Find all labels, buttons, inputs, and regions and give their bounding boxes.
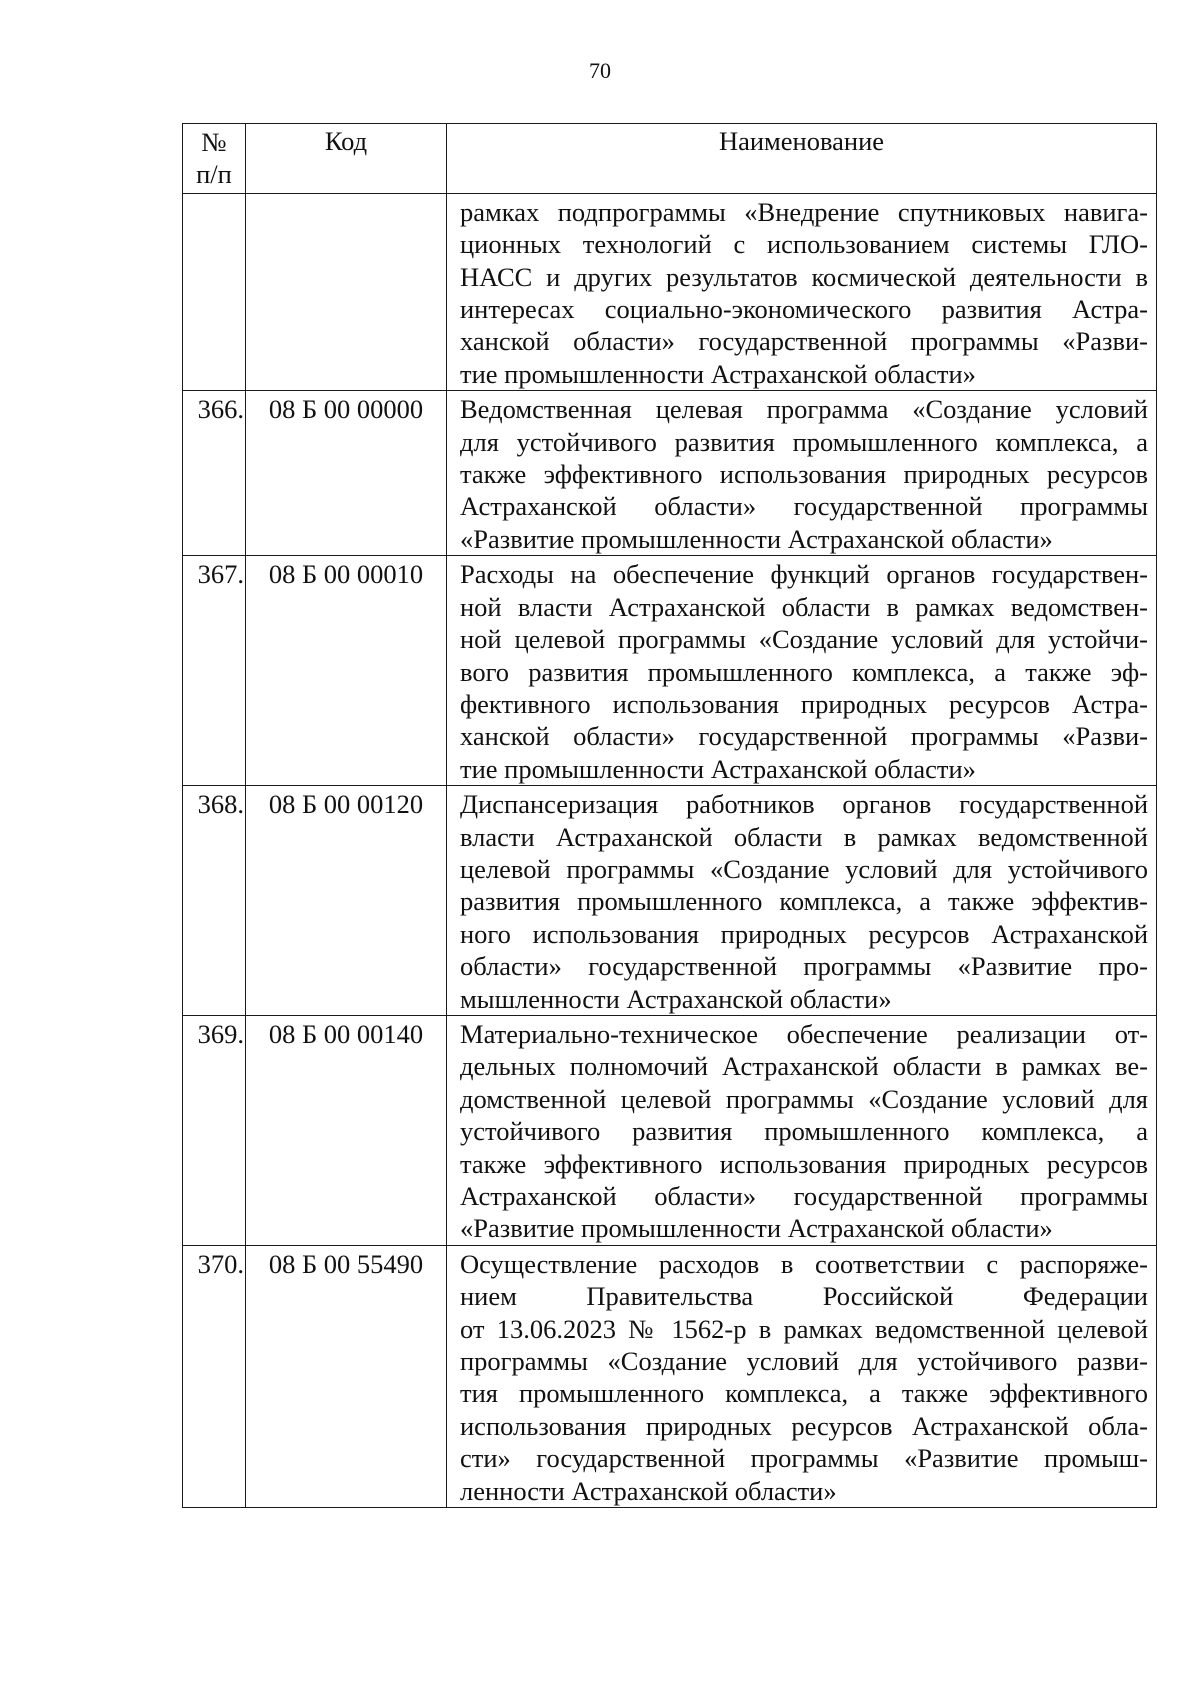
name-line: использования природных ресурсов Астраханской обла- xyxy=(460,1410,1148,1441)
name-line: рамках подпрограммы «Внедрение спутниковых навига- xyxy=(460,196,1148,227)
table-row-continuation xyxy=(183,193,1157,390)
row-code: 08 Б 00 00120 xyxy=(246,786,447,1016)
row-number: 367. xyxy=(183,556,246,786)
name-line: также эффективного использования природных ресурсов xyxy=(460,459,1148,490)
row-code: 08 Б 00 00140 xyxy=(246,1015,447,1245)
name-line: нием Правительства Российской Федерации xyxy=(460,1281,1148,1312)
name-line: Осуществление расходов в соответствии с распоряже- xyxy=(460,1248,1148,1279)
name-line: Материально-техническое обеспечение реализации от- xyxy=(460,1018,1148,1049)
name-line: целевой программы «Создание условий для устойчивого xyxy=(460,853,1148,884)
name-line: власти Астраханской области в рамках ведомственной xyxy=(460,821,1148,852)
table-header-row xyxy=(183,124,1157,194)
name-line: Расходы на обеспечение функций органов государствен- xyxy=(460,559,1148,590)
table-row xyxy=(183,1015,1157,1245)
row-number xyxy=(183,193,246,390)
name-line: ленности Астраханской области» xyxy=(460,1475,837,1506)
row-name xyxy=(447,391,1157,556)
name-line: сти» государственной программы «Развитие промыш- xyxy=(460,1443,1148,1474)
name-line: НАСС и других результатов космической деятельности в xyxy=(460,261,1148,292)
name-line: домственной целевой программы «Создание условий для xyxy=(460,1083,1148,1114)
budget-codes-table xyxy=(182,123,1157,1508)
name-line: для устойчивого развития промышленного комплекса, а xyxy=(460,426,1148,457)
name-line: вого развития промышленного комплекса, а также эф- xyxy=(460,656,1148,687)
header-name: Наименование xyxy=(447,124,1157,194)
name-line: интересах социально-экономического развития Астра- xyxy=(460,294,1148,325)
page-number: 70 xyxy=(589,58,611,83)
row-code: 08 Б 00 00010 xyxy=(246,556,447,786)
table-row xyxy=(183,1245,1157,1507)
name-line: мышленности Астраханской области» xyxy=(460,983,892,1014)
header-number xyxy=(183,124,246,194)
table-row xyxy=(183,391,1157,556)
row-name xyxy=(447,1015,1157,1245)
table-row xyxy=(183,556,1157,786)
name-line: от 13.06.2023 № 1562-р в рамках ведомственной целевой xyxy=(460,1313,1148,1344)
name-line: ной целевой программы «Создание условий для устойчи- xyxy=(460,624,1148,655)
row-name xyxy=(447,1245,1157,1507)
name-line: ханской области» государственной программы «Разви- xyxy=(460,721,1148,752)
row-name xyxy=(447,193,1157,390)
name-line: тие промышленности Астраханской области» xyxy=(460,358,976,389)
name-line: устойчивого развития промышленного комплекса, а xyxy=(460,1116,1148,1147)
name-line: также эффективного использования природных ресурсов xyxy=(460,1148,1148,1179)
name-line: «Развитие промышленности Астраханской области» xyxy=(460,523,1053,554)
name-line: тие промышленности Астраханской области» xyxy=(460,753,976,784)
name-line: тия промышленного комплекса, а также эффективного xyxy=(460,1378,1148,1409)
header-number-abbrev: п/п xyxy=(196,159,232,190)
name-line: ной власти Астраханской области в рамках ведомствен- xyxy=(460,591,1148,622)
name-line: «Развитие промышленности Астраханской области» xyxy=(460,1213,1053,1244)
name-line: фективного использования природных ресурсов Астра- xyxy=(460,688,1148,719)
row-name xyxy=(447,556,1157,786)
table-row xyxy=(183,786,1157,1016)
name-line: Диспансеризация работников органов государственной xyxy=(460,789,1148,820)
name-line: развития промышленного комплекса, а также эффектив- xyxy=(460,886,1148,917)
name-line: ционных технологий с использованием системы ГЛО- xyxy=(460,229,1148,260)
name-line: ного использования природных ресурсов Астраханской xyxy=(460,918,1148,949)
header-code: Код xyxy=(246,124,447,194)
name-line: Астраханской области» государственной программы xyxy=(460,491,1148,522)
row-number: 369. xyxy=(183,1015,246,1245)
header-number-sign: № xyxy=(201,127,227,157)
name-line: Ведомственная целевая программа «Создание условий xyxy=(460,394,1148,425)
row-name xyxy=(447,786,1157,1016)
row-number: 366. xyxy=(183,391,246,556)
row-code xyxy=(246,193,447,390)
row-code: 08 Б 00 00000 xyxy=(246,391,447,556)
name-line: дельных полномочий Астраханской области в рамках ве- xyxy=(460,1051,1148,1082)
name-line: области» государственной программы «Развитие про- xyxy=(460,951,1148,982)
name-line: программы «Создание условий для устойчивого разви- xyxy=(460,1346,1148,1377)
name-line: Астраханской области» государственной программы xyxy=(460,1181,1148,1211)
row-number: 368. xyxy=(183,786,246,1016)
row-code: 08 Б 00 55490 xyxy=(246,1245,447,1507)
row-number: 370. xyxy=(183,1245,246,1507)
name-line: ханской области» государственной программы «Разви- xyxy=(460,326,1148,357)
